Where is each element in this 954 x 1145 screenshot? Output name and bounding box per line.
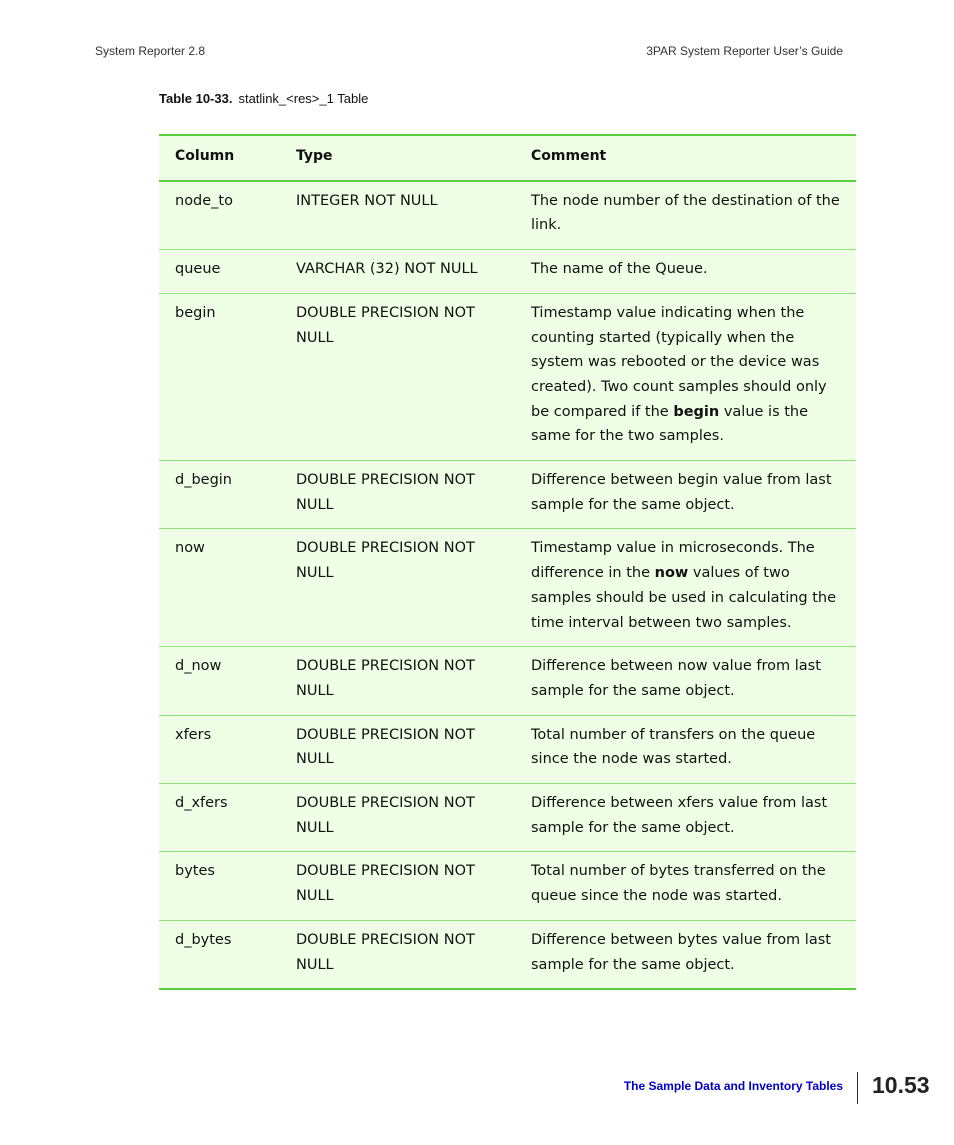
cell-type: INTEGER NOT NULL xyxy=(296,192,438,209)
cell-column: now xyxy=(159,529,280,647)
table-row xyxy=(159,293,856,460)
cell-type: DOUBLE PRECISION NOT NULL xyxy=(280,647,515,715)
table-caption-title: statlink_<res>_1 Table xyxy=(238,91,369,106)
cell-column: d_now xyxy=(159,647,280,715)
table-row xyxy=(159,250,856,294)
table-row xyxy=(159,852,856,920)
cell-type: DOUBLE PRECISION NOT NULL xyxy=(280,920,515,989)
footer-section-title: The Sample Data and Inventory Tables xyxy=(623,1079,843,1093)
cell-comment: Total number of transfers on the queue since the node was started. xyxy=(515,715,856,783)
cell-comment: The name of the Queue. xyxy=(515,250,856,294)
comment-text: values of two samples should be used in calculating the time interval between two samples. xyxy=(531,565,837,631)
cell-comment xyxy=(515,293,856,460)
cell-type: VARCHAR (32) NOT NULL xyxy=(280,250,515,294)
column-header-type: Type xyxy=(280,135,515,181)
cell-type: DOUBLE PRECISION NOT NULL xyxy=(280,784,515,852)
column-header-comment: Comment xyxy=(515,135,856,181)
table-row xyxy=(159,647,856,715)
cell-type: DOUBLE PRECISION NOT NULL xyxy=(280,461,515,529)
cell-comment: Difference between begin value from last sample for the same object. xyxy=(515,461,856,529)
statlink-table xyxy=(159,134,856,990)
cell-type: DOUBLE PRECISION NOT NULL xyxy=(280,715,515,783)
cell-comment: Difference between xfers value from last sample for the same object. xyxy=(515,784,856,852)
cell-column: d_bytes xyxy=(159,920,280,989)
table-row xyxy=(159,920,856,989)
comment-text: Timestamp value indicating when the counting started (typically when the system was rebooted or the device was created). Two count samples should only be compared if the xyxy=(531,304,827,420)
cell-comment: The node number of the destination of the link. xyxy=(531,192,840,234)
cell-column: d_xfers xyxy=(159,784,280,852)
cell-type: DOUBLE PRECISION NOT NULL xyxy=(280,852,515,920)
cell-type: DOUBLE PRECISION NOT NULL xyxy=(280,293,515,460)
cell-type: DOUBLE PRECISION NOT NULL xyxy=(280,529,515,647)
header-product: System Reporter 2.8 xyxy=(95,44,206,58)
comment-keyword: now xyxy=(654,565,689,582)
table-row xyxy=(159,181,856,250)
header-guide-title: 3PAR System Reporter User’s Guide xyxy=(646,44,843,58)
table-caption-number: Table 10-33. xyxy=(159,91,233,106)
cell-column: node_to xyxy=(175,192,233,209)
table-row xyxy=(159,715,856,783)
page-number: 10.53 xyxy=(872,1072,930,1098)
cell-comment: Difference between bytes value from last sample for the same object. xyxy=(515,920,856,989)
table-row xyxy=(159,529,856,647)
cell-comment: Total number of bytes transferred on the queue since the node was started. xyxy=(515,852,856,920)
cell-comment: Difference between now value from last sample for the same object. xyxy=(515,647,856,715)
cell-column: queue xyxy=(159,250,280,294)
comment-keyword: begin xyxy=(673,403,720,420)
comment-text: value is the same for the two samples. xyxy=(531,403,809,445)
column-header-column: Column xyxy=(159,135,280,181)
cell-column: bytes xyxy=(159,852,280,920)
cell-column: d_begin xyxy=(159,461,280,529)
footer-divider xyxy=(857,1072,858,1104)
table-caption xyxy=(159,91,368,106)
comment-text: Timestamp value in microseconds. The difference in the xyxy=(531,540,815,582)
cell-column: begin xyxy=(159,293,280,460)
table-header-row xyxy=(159,135,856,181)
table-row xyxy=(159,461,856,529)
table-row xyxy=(159,784,856,852)
cell-column: xfers xyxy=(159,715,280,783)
cell-comment xyxy=(515,529,856,647)
